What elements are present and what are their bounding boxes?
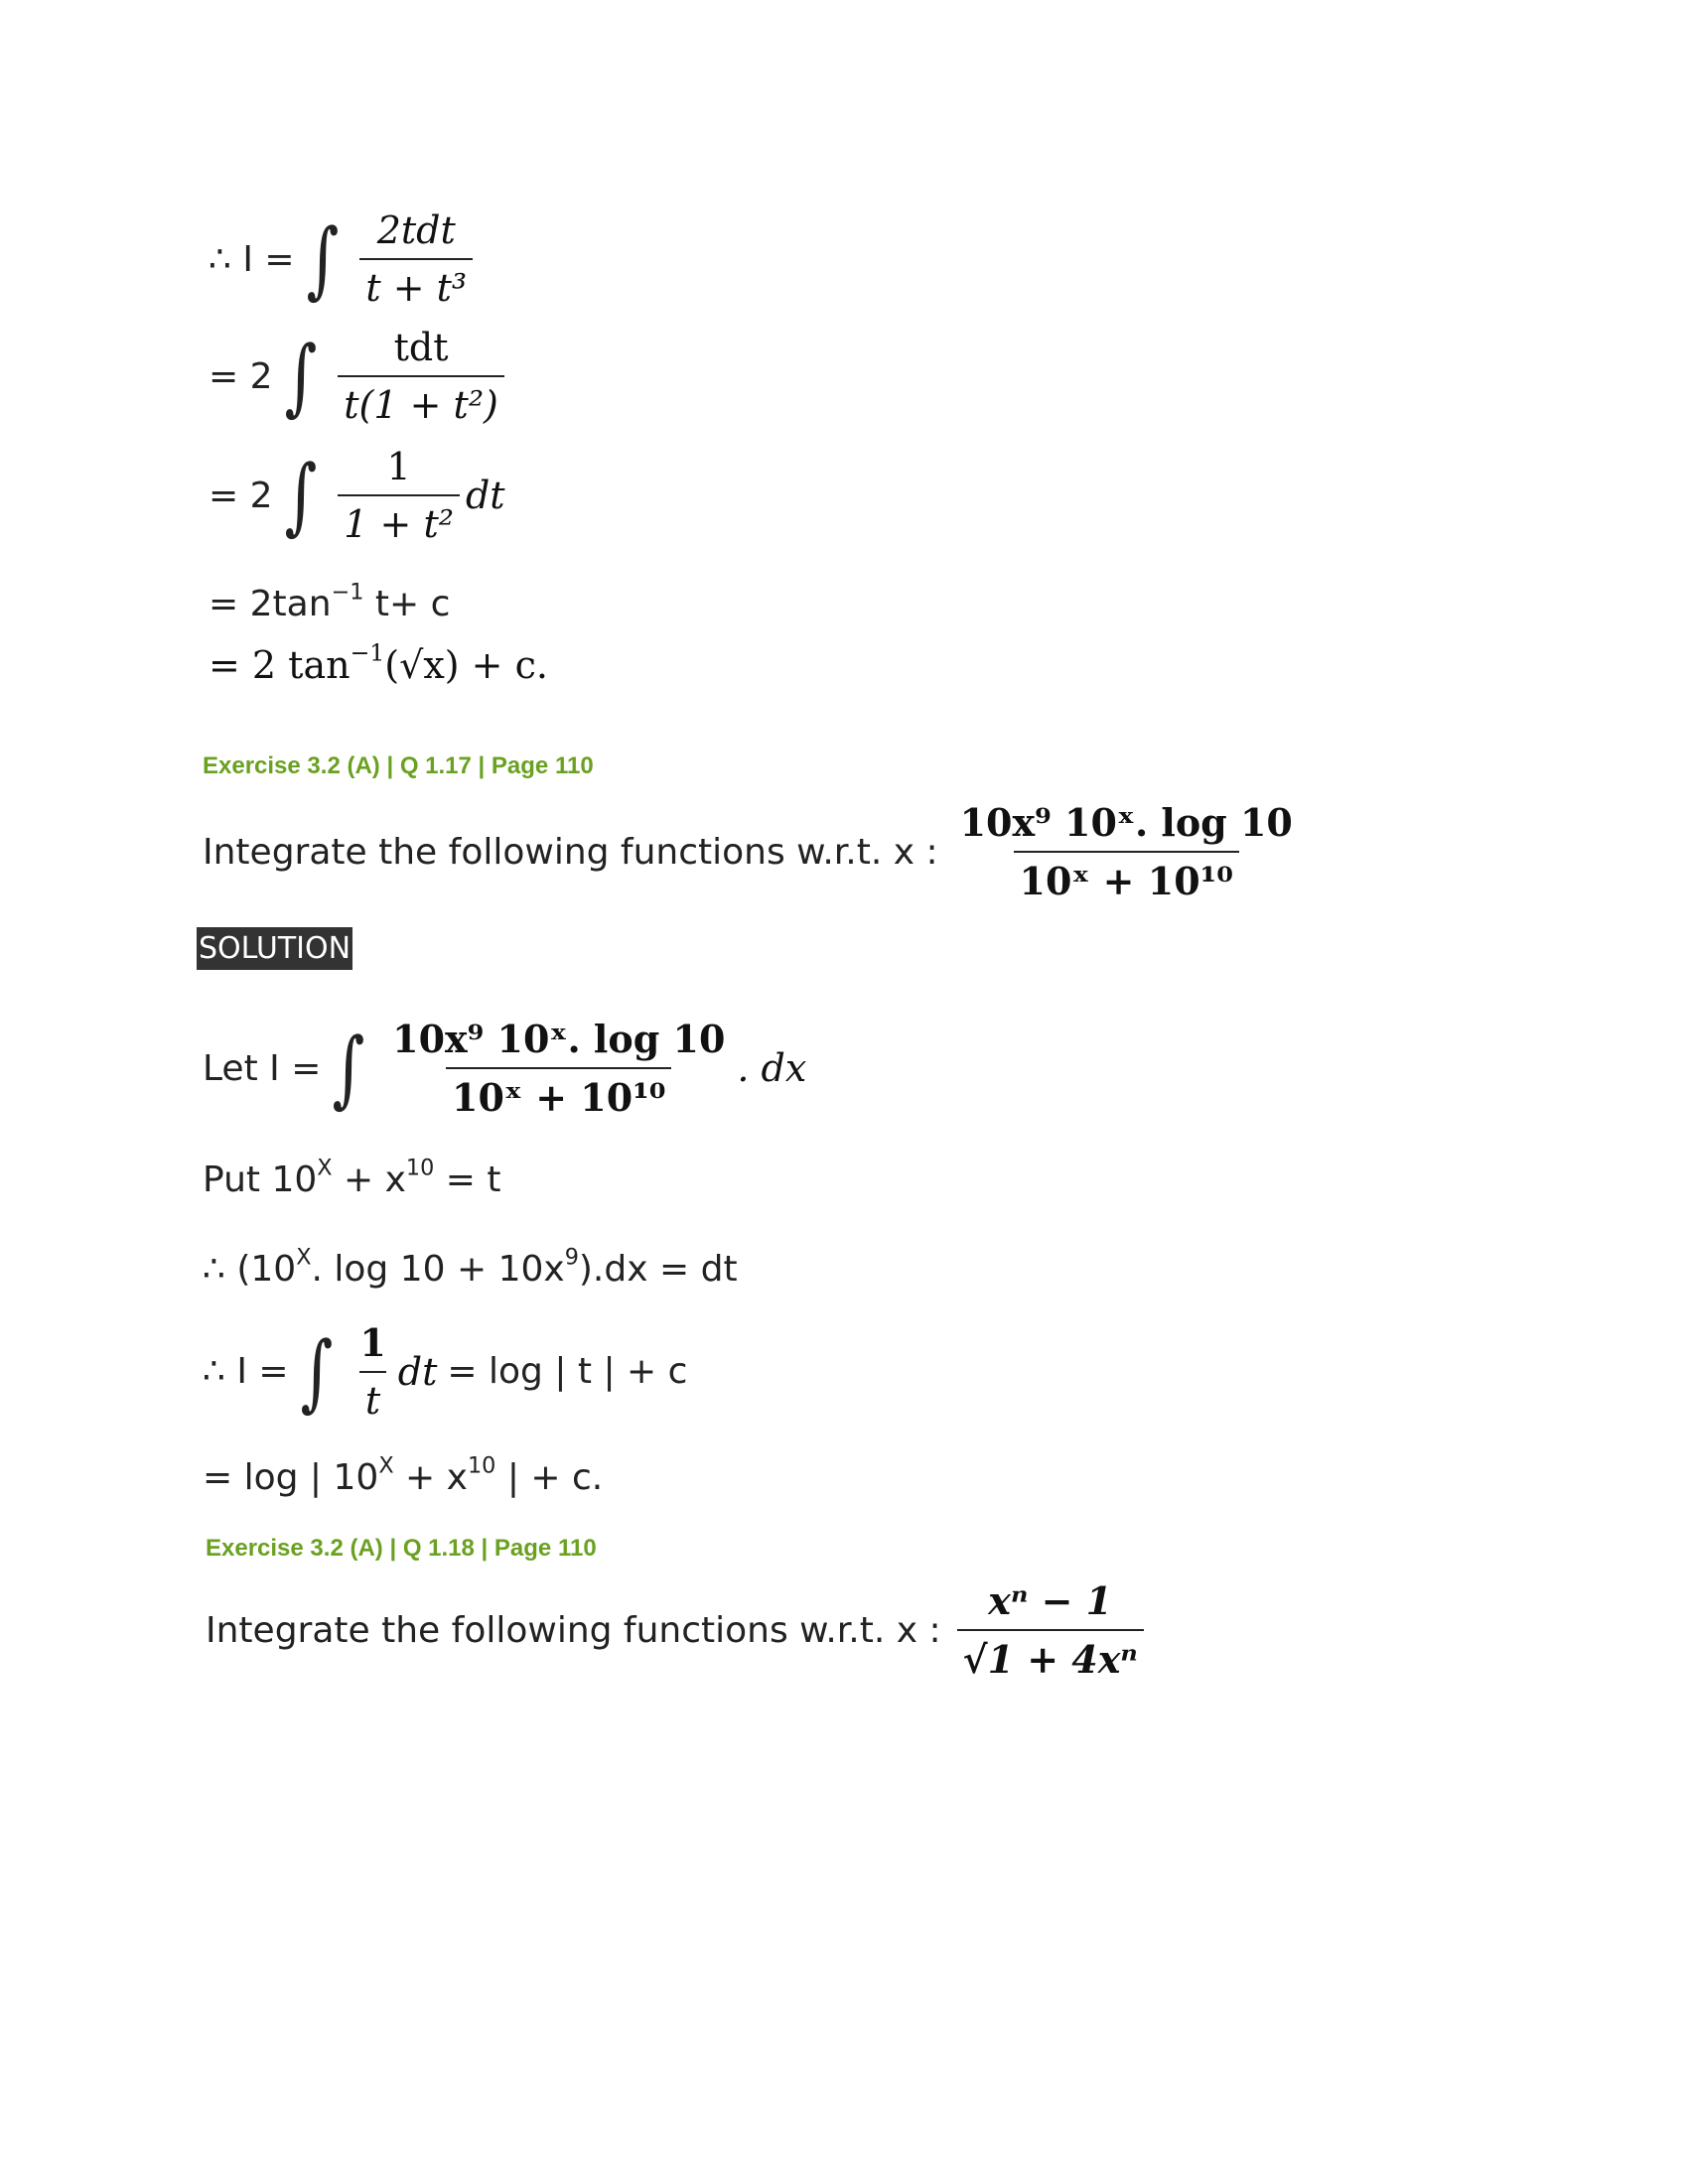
exercise-ref-text[interactable]: Exercise 3.2 (A) | Q 1.17 | Page 110 — [203, 752, 594, 779]
fraction — [353, 1320, 391, 1423]
prev-line-5-text: = 2 $\tan^{-1}(√x) + c$. — [209, 638, 548, 687]
denominator: t — [359, 1371, 386, 1423]
numerator: tdt — [393, 326, 449, 369]
prev-line-3 — [209, 445, 505, 546]
prev-line-1-prefix: ∴ I = — [209, 238, 295, 280]
question-fraction — [954, 800, 1299, 903]
superscript: −1 — [350, 638, 385, 667]
solution-final-line — [203, 1452, 604, 1498]
put-text: Put $10^X + x^{10} = t$ — [203, 1155, 501, 1200]
differential: . dx — [737, 1046, 807, 1090]
denominator: t(1 + t²) — [338, 375, 504, 427]
denominator: t + t³ — [359, 258, 473, 310]
numerator: 10x⁹ 10ˣ. log 10 — [959, 800, 1293, 845]
diff-text: ∴ ($10^X$. $\log 10 + 10x^9).dx$ = dt — [203, 1244, 738, 1290]
solution-diff-line — [203, 1244, 738, 1290]
integral-sign: ∫ — [300, 1322, 333, 1421]
numerator: 10x⁹ 10ˣ. log 10 — [392, 1017, 726, 1061]
solution-int-line — [203, 1320, 687, 1423]
let-prefix: Let I = — [203, 1047, 322, 1089]
numerator: 1 — [386, 445, 411, 488]
solution-let-line — [203, 1017, 806, 1120]
prev-line-2 — [209, 326, 510, 427]
integral-sign: ∫ — [306, 210, 339, 308]
question-q118 — [206, 1578, 1150, 1682]
prev-line-1 — [209, 208, 479, 310]
integral-sign: ∫ — [283, 328, 317, 425]
prev-line-5 — [209, 638, 548, 687]
integral-sign: ∫ — [332, 1020, 365, 1117]
int-result: = log | t | + c — [447, 1351, 688, 1392]
numerator: xⁿ − 1 — [988, 1578, 1113, 1623]
fraction — [338, 445, 460, 546]
denominator: 10ˣ + 10¹⁰ — [446, 1067, 671, 1120]
denominator: 10ˣ + 10¹⁰ — [1014, 851, 1239, 903]
integral-sign: ∫ — [283, 447, 317, 544]
exercise-ref-text[interactable]: Exercise 3.2 (A) | Q 1.18 | Page 110 — [206, 1535, 597, 1562]
solution-put-line — [203, 1155, 501, 1200]
question-text: Integrate the following functions w.r.t. x : — [206, 1609, 941, 1651]
exercise-ref-q117 — [203, 752, 594, 780]
prev-line-2-prefix: = 2 — [209, 355, 273, 397]
denominator: √1 + 4xⁿ — [957, 1629, 1144, 1682]
question-text: Integrate the following functions w.r.t. x : — [203, 831, 938, 873]
denominator: 1 + t² — [338, 494, 460, 546]
question-q117 — [203, 800, 1305, 903]
solution-badge[interactable]: SOLUTION — [197, 927, 352, 970]
numerator: 1 — [359, 1320, 386, 1365]
prev-line-4-text: = $2\tan^{-1}$ t+ c — [209, 579, 451, 624]
fraction — [386, 1017, 731, 1120]
numerator: 2tdt — [376, 208, 456, 252]
superscript: −1 — [331, 579, 364, 606]
prev-line-4 — [209, 579, 451, 624]
exercise-ref-q118 — [206, 1535, 597, 1563]
differential: dt — [465, 474, 505, 517]
fraction — [359, 208, 473, 310]
prev-line-3-prefix: = 2 — [209, 475, 273, 516]
fraction — [338, 326, 504, 427]
int-prefix: ∴ I = — [203, 1351, 289, 1392]
differential: dt — [397, 1349, 438, 1394]
final-text: = log | $10^X + x^{10}$ | + c. — [203, 1452, 604, 1498]
question-fraction — [957, 1578, 1144, 1682]
